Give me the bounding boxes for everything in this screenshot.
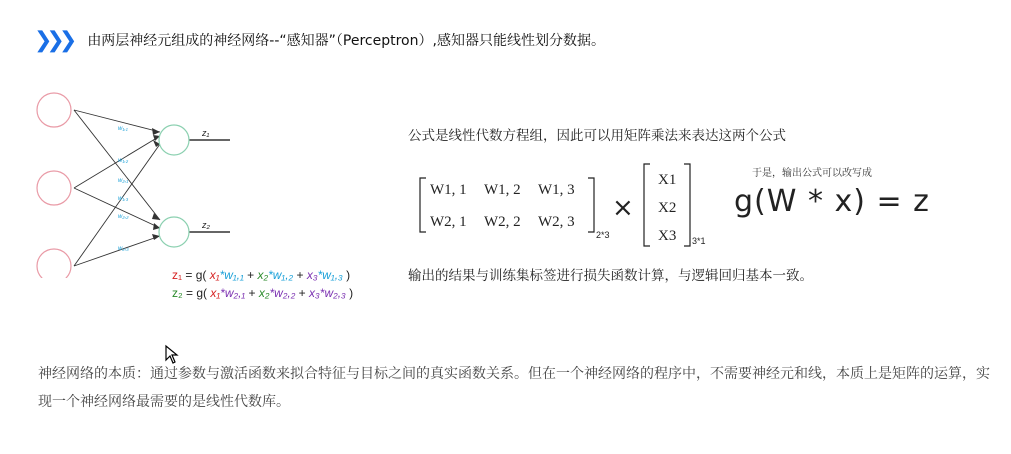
matrix-cell: W1, 2 [484,182,521,198]
header-text: 由两层神经元组成的神经网络--“感知器”（Perceptron）,感知器只能线性划分数据。 [87,33,605,49]
weight-label: w₁,₂ [118,158,129,164]
input-neuron-3 [37,249,71,278]
formula-heading: 公式是线性代数方程组，因此可以用矩阵乘法来表达这两个公式 [408,128,786,144]
summary-paragraph: 神经网络的本质：通过参数与激活函数来拟合特征与目标之间的真实函数关系。但在一个神经网络的程序中，不需要神经元和线，本质上是矩阵的运算，实现一个神经网络最需要的是线性代数库。 [38,366,990,410]
arrowheads [152,128,160,240]
weight-label: w₂,₃ [118,246,129,252]
vector-cell: X2 [658,200,677,216]
weight-label: w₁,₁ [118,126,128,132]
matrix-dims: 2*3 [596,230,610,240]
weight-label: w₁,₃ [118,196,129,202]
double-chevron-right-icon: ❯❯❯ [34,27,72,53]
move-cursor-icon [164,344,180,366]
output-neuron-2 [159,217,189,247]
matrix-multiplication [404,160,724,252]
section-header [34,28,605,52]
output-label: z₁ [202,128,210,138]
matrix-cell: W2, 3 [538,214,575,230]
matrix-cell: W1, 1 [430,182,467,198]
matrix-cell: W1, 3 [538,182,575,198]
neural-network-diagram [34,88,394,278]
vector-dims: 3*1 [692,236,706,246]
formula-z2: z₂ = g( x₁*w₂,₁ + x₂*w₂,₂ + x₃*w₂,₃ ) [172,286,354,300]
input-neuron-2 [37,171,71,205]
output-neuron-1 [159,125,189,155]
times-icon: × [612,193,634,223]
matrix-cell: W2, 2 [484,214,521,230]
input-neuron-1 [37,93,71,127]
neuron-formulas [172,268,353,304]
rewrite-note: 于是，输出公式可以改写成 [752,168,872,179]
weight-label: w₂,₁ [118,178,129,184]
formula-z1: z₁ = g( x₁*w₁,₁ + x₂*w₁,₂ + x₃*w₁,₃ ) [172,268,351,282]
loss-text: 输出的结果与训练集标签进行损失函数计算，与逻辑回归基本一致。 [408,268,813,284]
matrix-cell: W2, 1 [430,214,467,230]
output-label: z₂ [202,220,210,230]
vector-cell: X1 [658,172,677,188]
weight-label: w₂,₂ [118,214,129,220]
vector-cell: X3 [658,228,677,244]
output-equation: g(W * x) = z [734,184,930,219]
